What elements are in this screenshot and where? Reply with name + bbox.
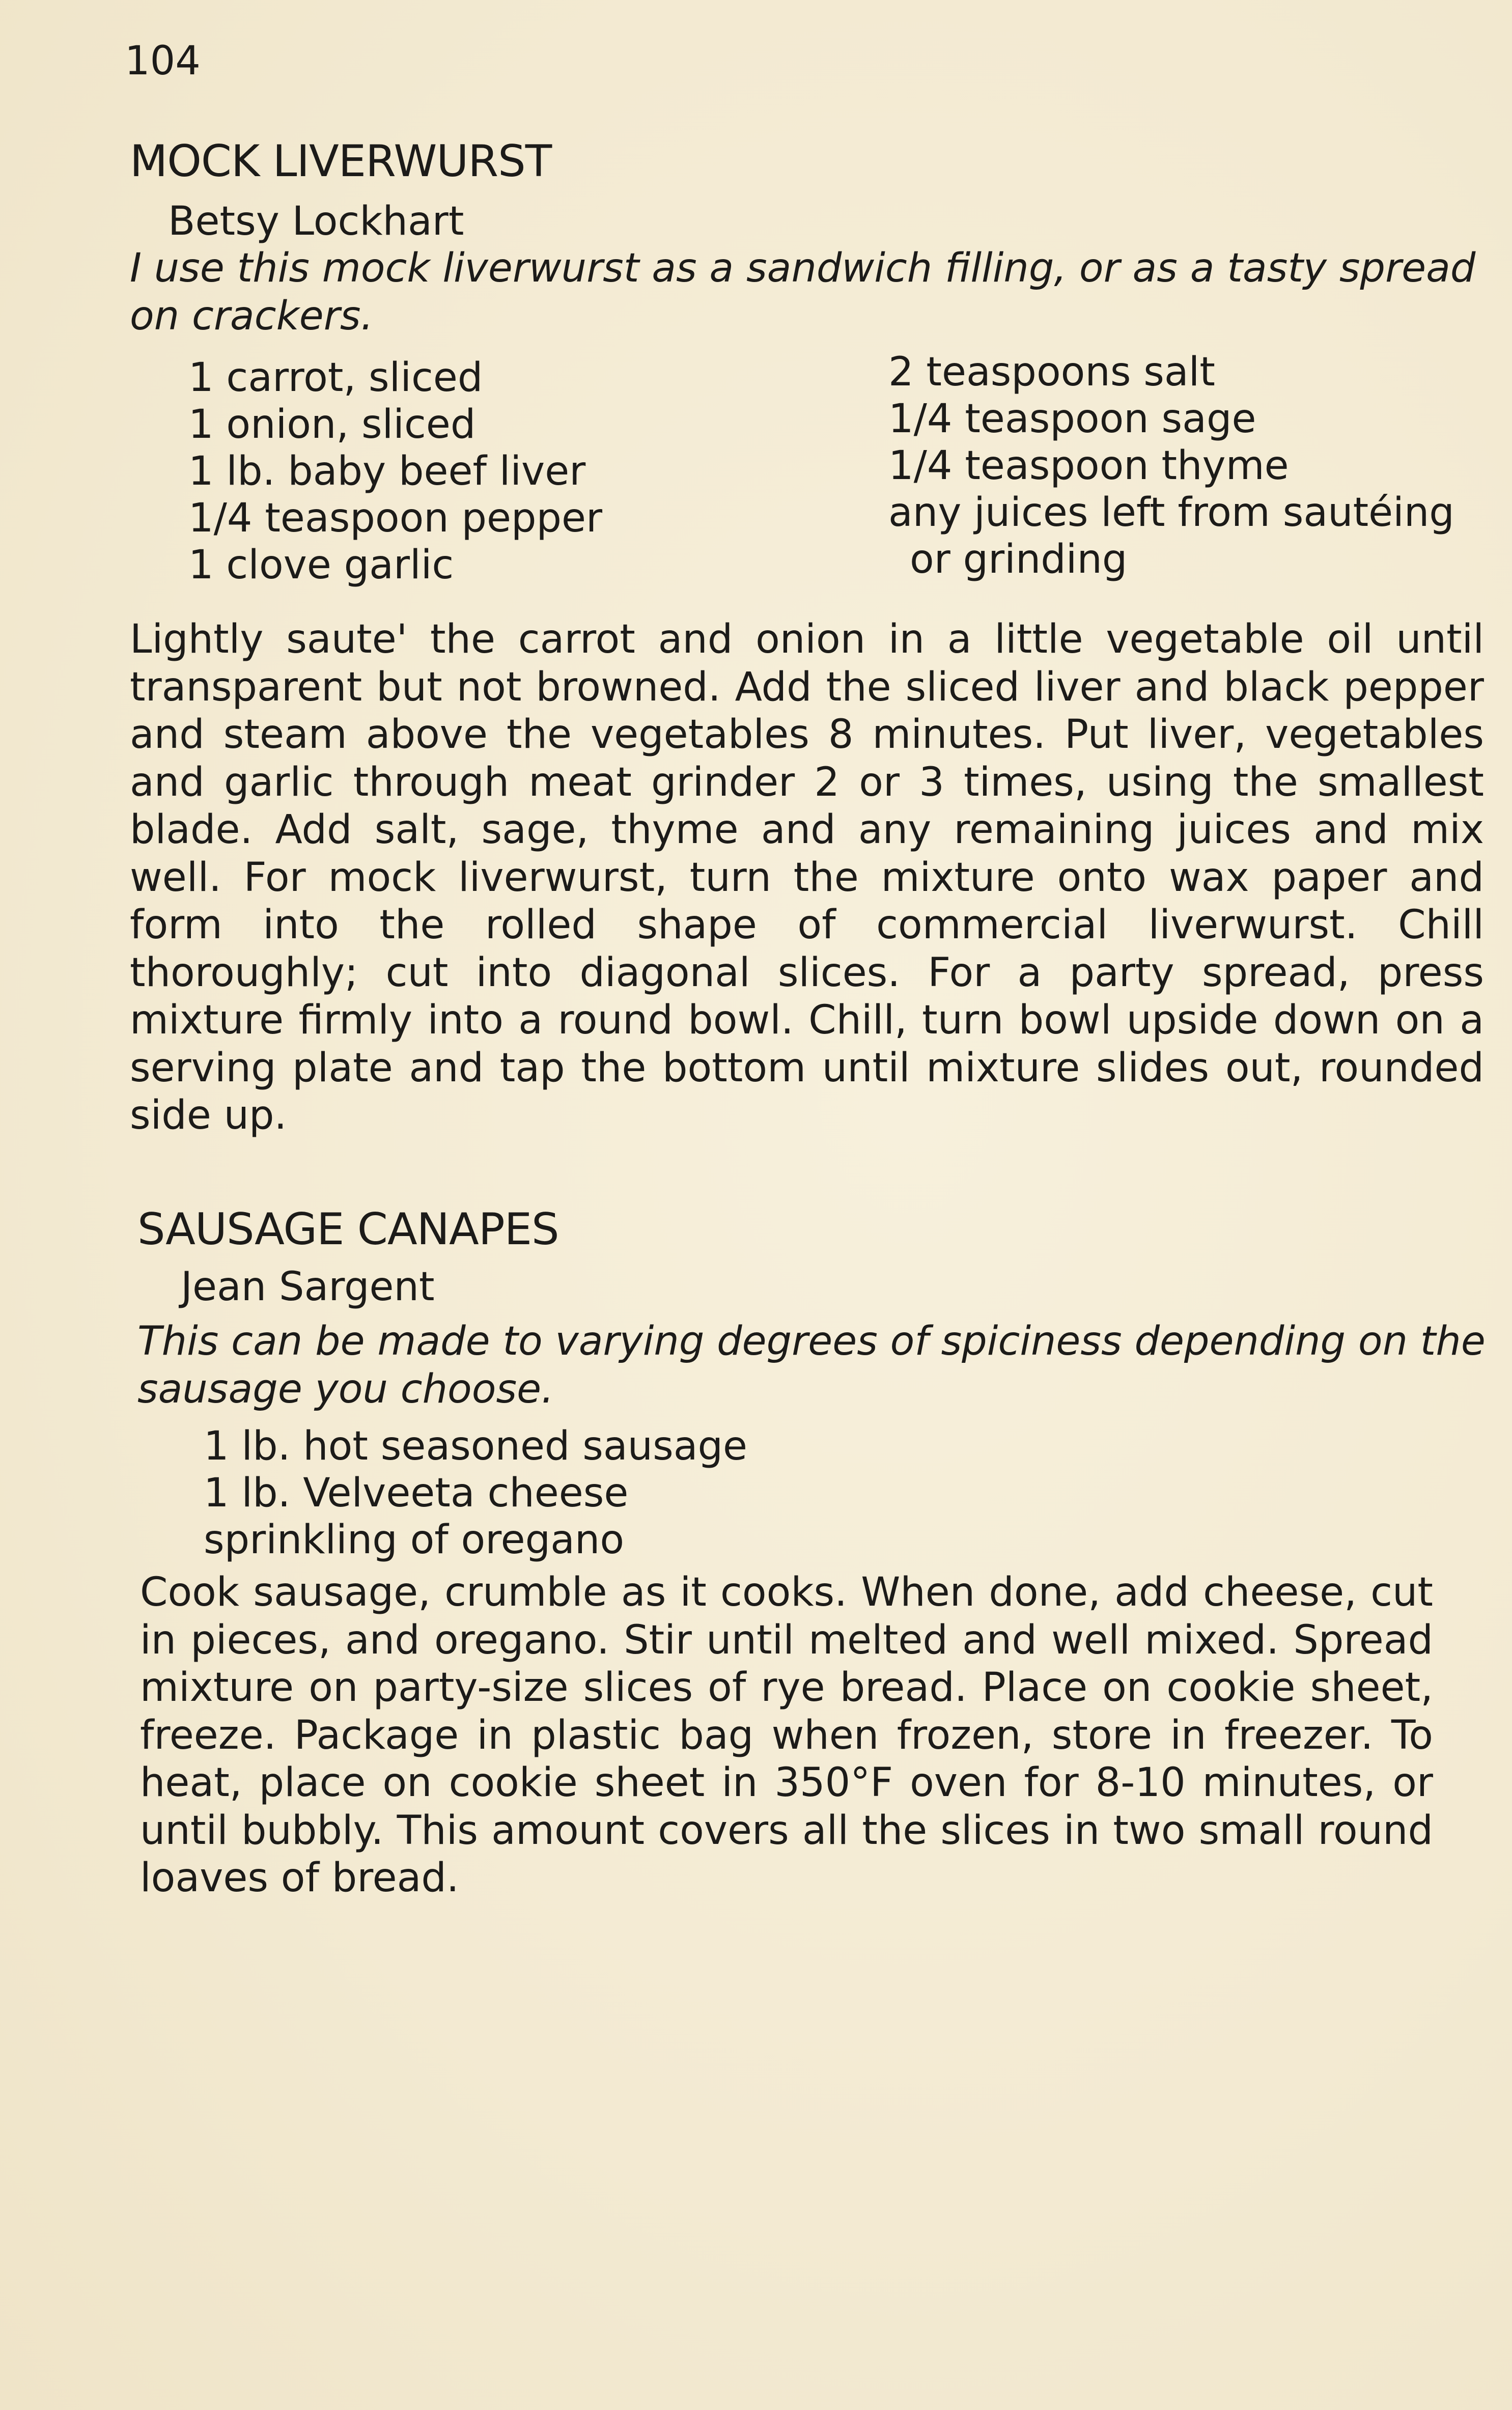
ingredient-item: 1/4 teaspoon thyme <box>888 443 1289 489</box>
page-number: 104 <box>125 38 201 84</box>
ingredient-item: 1 lb. baby beef liver <box>188 449 586 494</box>
ingredient-item: 1 clove garlic <box>188 542 454 588</box>
recipe-intro: I use this mock liverwurst as a sandwich filling, or as a tasty spread on crackers. <box>130 245 1476 339</box>
ingredient-item: 1 lb. Velveeta cheese <box>204 1470 629 1516</box>
ingredient-item: 1 carrot, sliced <box>188 355 483 401</box>
ingredient-item: 2 teaspoons salt <box>888 349 1215 395</box>
ingredient-list-right <box>888 349 1454 583</box>
ingredient-list <box>204 1423 747 1563</box>
recipe-directions: Cook sausage, crumble as it cooks. When done, add cheese, cut in pieces, and oregano. Stir until melted and well mixed. Spread mixture on party-size slices of rye bread. Place on cookie sheet, freeze. Package in plastic bag when frozen, store in freezer. To heat, place on cookie sheet in 350°F oven for 8-10 minutes, or until bubbly. This amount covers all the slices in two small round loaves of bread. <box>140 1570 1433 1901</box>
ingredient-item: 1 lb. hot seasoned sausage <box>204 1423 748 1469</box>
ingredient-item: or grinding <box>910 537 1128 582</box>
ingredient-item: sprinkling of oregano <box>204 1517 625 1563</box>
ingredient-item: any juices left from sautéing <box>888 490 1454 536</box>
ingredient-item: 1/4 teaspoon pepper <box>188 495 603 541</box>
ingredient-item: 1/4 teaspoon sage <box>888 396 1256 442</box>
recipe-directions: Lightly saute' the carrot and onion in a little vegetable oil until transparent but not browned. Add the sliced liver and black pepper and steam above the vegetables 8 minutes. Put liver, vegetables and garlic through meat grinder 2 or 3 times, using the smallest blade. Add salt, sage, thyme and any remaining juices and mix well. For mock liverwurst, turn the mixture onto wax paper and form into the rolled shape of commercial liverwurst. Chill thoroughly; cut into diagonal slices. For a party spread, press mixture firmly into a round bowl. Chill, turn bowl upside down on a serving plate and tap the bottom until mixture slides out, rounded side up. <box>130 616 1484 1138</box>
ingredient-item: 1 onion, sliced <box>188 402 476 447</box>
recipe-intro: This can be made to varying degrees of spiciness depending on the sausage you choose. <box>137 1319 1486 1412</box>
recipe-author: Betsy Lockhart <box>168 199 464 244</box>
recipe-title: SAUSAGE CANAPES <box>137 1204 559 1255</box>
recipe-author: Jean Sargent <box>181 1264 435 1310</box>
ingredient-list-left <box>188 354 602 589</box>
recipe-title: MOCK LIVERWURST <box>130 136 552 187</box>
